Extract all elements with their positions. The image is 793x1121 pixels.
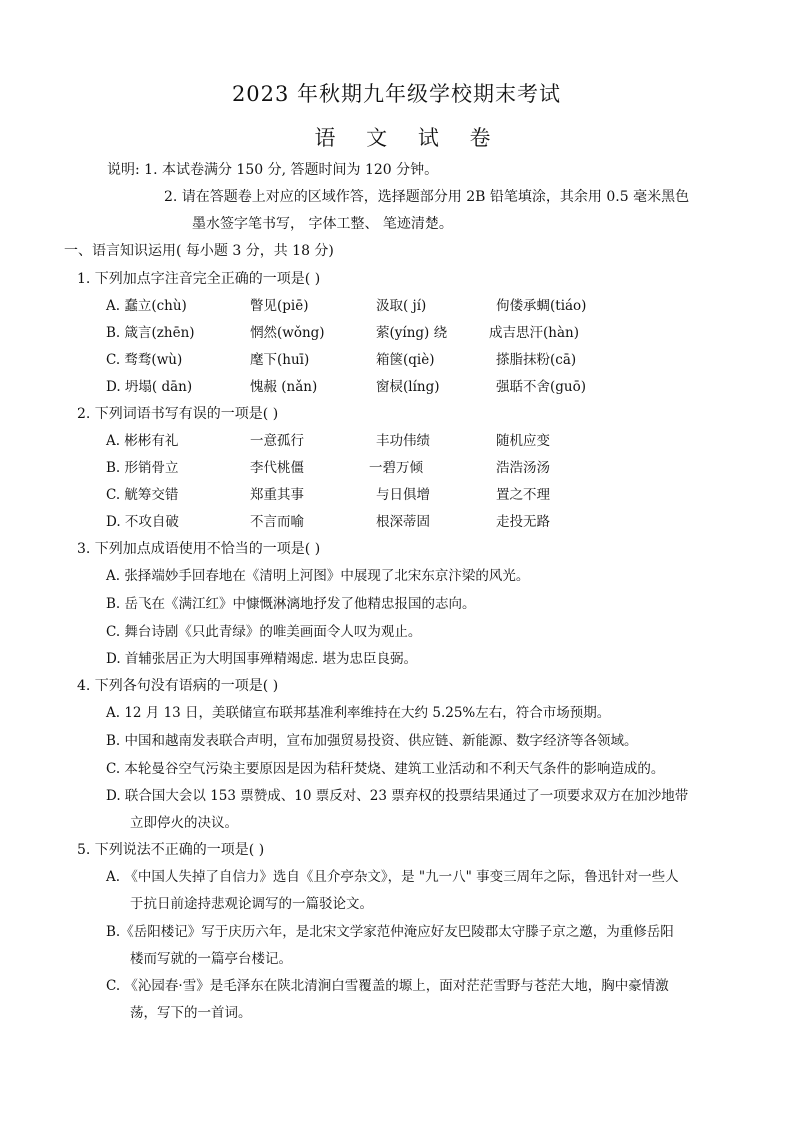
q5-option-c: C. 《沁园春·雪》是毛泽东在陕北清涧白雪覆盖的塬上，面对茫茫雪野与苍茫大地，胸中豪情激	[106, 978, 669, 994]
instructions-line-1: 说明: 1. 本试卷满分 150 分, 答题时间为 120 分钟。	[107, 162, 439, 178]
q4-option-d-cont: 立即停火的决议。	[130, 815, 238, 831]
q1-option-d-3: 窗棂(líng)	[376, 379, 440, 395]
page-title: 2023 年秋期九年级学校期末考试	[231, 82, 562, 106]
q2-option-c-1: C. 觥筹交错	[106, 487, 179, 503]
q1-option-b-1: B. 箴言(zhēn)	[106, 325, 195, 341]
q3-option-c: C. 舞台诗剧《只此青绿》的唯美画面令人叹为观止。	[106, 624, 422, 640]
q2-option-c-2: 郑重其事	[250, 487, 304, 503]
q1-option-a-2: 瞥见(piē)	[250, 298, 309, 314]
q1-option-c-2: 麾下(huī)	[250, 352, 310, 368]
q2-option-a-1: A. 彬彬有礼	[106, 433, 179, 449]
q2-option-a-4: 随机应变	[496, 433, 550, 449]
q5-option-a: A. 《中国人失掉了自信力》选自《且介亭杂文》，是 "九一八" 事变三周年之际，鲁迅针对一些人	[106, 869, 679, 885]
section-heading: 一、语言知识运用( 每小题 3 分，共 18 分)	[64, 243, 334, 259]
q4-option-b: B. 中国和越南发表联合声明，宣布加强贸易投资、供应链、新能源、数字经济等各领域。	[106, 733, 638, 749]
q2-option-d-3: 根深蒂固	[376, 514, 430, 530]
q1-option-b-4: 成吉思汗(hàn)	[489, 325, 579, 341]
question-5-stem: 5. 下列说法不正确的一项是( )	[77, 842, 265, 858]
q4-option-c: C. 本轮曼谷空气污染主要原因是因为秸秆焚烧、建筑工业活动和不利天气条件的影响造成的。	[106, 761, 665, 777]
q2-option-a-2: 一意孤行	[250, 433, 304, 449]
q2-option-c-4: 置之不理	[496, 487, 550, 503]
q2-option-d-2: 不言而喻	[250, 514, 304, 530]
q2-option-c-3: 与日俱增	[376, 487, 430, 503]
q1-option-c-4: 搽脂抹粉(cā)	[496, 352, 577, 368]
q2-option-b-1: B. 形销骨立	[106, 460, 179, 476]
q1-option-d-4: 强聒不舍(guō)	[496, 379, 586, 395]
page-subtitle: 语 文 试 卷	[314, 126, 503, 150]
q1-option-d-2: 愧赧 (nǎn)	[250, 379, 318, 395]
q1-option-b-2: 惘然(wǒng)	[250, 325, 325, 341]
question-2-stem: 2. 下列词语书写有误的一项是( )	[77, 406, 279, 422]
q3-option-b: B. 岳飞在《满江红》中慷慨淋漓地抒发了他精忠报国的志向。	[106, 596, 476, 612]
q2-option-b-2: 李代桃僵	[250, 460, 304, 476]
q3-option-a: A. 张择端妙手回春地在《清明上河图》中展现了北宋东京汴梁的风光。	[106, 568, 530, 584]
q4-option-a: A. 12 月 13 日，美联储宣布联邦基准利率维持在大约 5.25%左右，符合市场预期。	[106, 705, 611, 721]
q5-option-b-cont: 楼而写就的一篇亭台楼记。	[130, 951, 292, 967]
q1-option-a-3: 汲取( jí)	[376, 298, 427, 314]
q2-option-a-3: 丰功伟绩	[376, 433, 430, 449]
question-4-stem: 4. 下列各句没有语病的一项是( )	[77, 678, 279, 694]
q2-option-b-3: 一碧万倾	[369, 460, 423, 476]
q1-option-c-3: 箱箧(qiè)	[376, 352, 435, 368]
instructions-line-2: 2. 请在答题卷上对应的区域作答，选择题部分用 2B 铅笔填涂，其余用 0.5 毫米黑色	[164, 189, 690, 205]
question-1-stem: 1. 下列加点字注音完全正确的一项是( )	[77, 271, 321, 287]
q2-option-d-4: 走投无路	[496, 514, 550, 530]
q1-option-d-1: D. 坍塌( dān)	[106, 379, 193, 395]
q1-option-c-1: C. 骛骛(wù)	[106, 352, 183, 368]
q5-option-c-cont: 荡，写下的一首词。	[130, 1005, 252, 1021]
q5-option-b: B.《岳阳楼记》写于庆历六年，是北宋文学家范仲淹应好友巴陵郡太守滕子京之邀，为重修岳阳	[106, 924, 674, 940]
q2-option-b-4: 浩浩汤汤	[496, 460, 550, 476]
instructions-line-3: 墨水签字笔书写， 字体工整、 笔迹清楚。	[192, 216, 453, 232]
q1-option-a-4: 佝偻承蜩(tiáo)	[496, 298, 587, 314]
q2-option-d-1: D. 不攻自破	[106, 514, 179, 530]
q1-option-b-3: 萦(yíng) 绕	[376, 325, 448, 341]
q5-option-a-cont: 于抗日前途持悲观论调写的一篇驳论文。	[130, 896, 373, 912]
q3-option-d: D. 首辅张居正为大明国事殚精竭虑. 堪为忠臣良弼。	[106, 651, 418, 667]
q4-option-d: D. 联合国大会以 153 票赞成、10 票反对、23 票弃权的投票结果通过了一项要求双方在加沙地带	[106, 788, 689, 804]
q1-option-a-1: A. 蠢立(chù)	[106, 298, 187, 314]
question-3-stem: 3. 下列加点成语使用不恰当的一项是( )	[77, 541, 321, 557]
